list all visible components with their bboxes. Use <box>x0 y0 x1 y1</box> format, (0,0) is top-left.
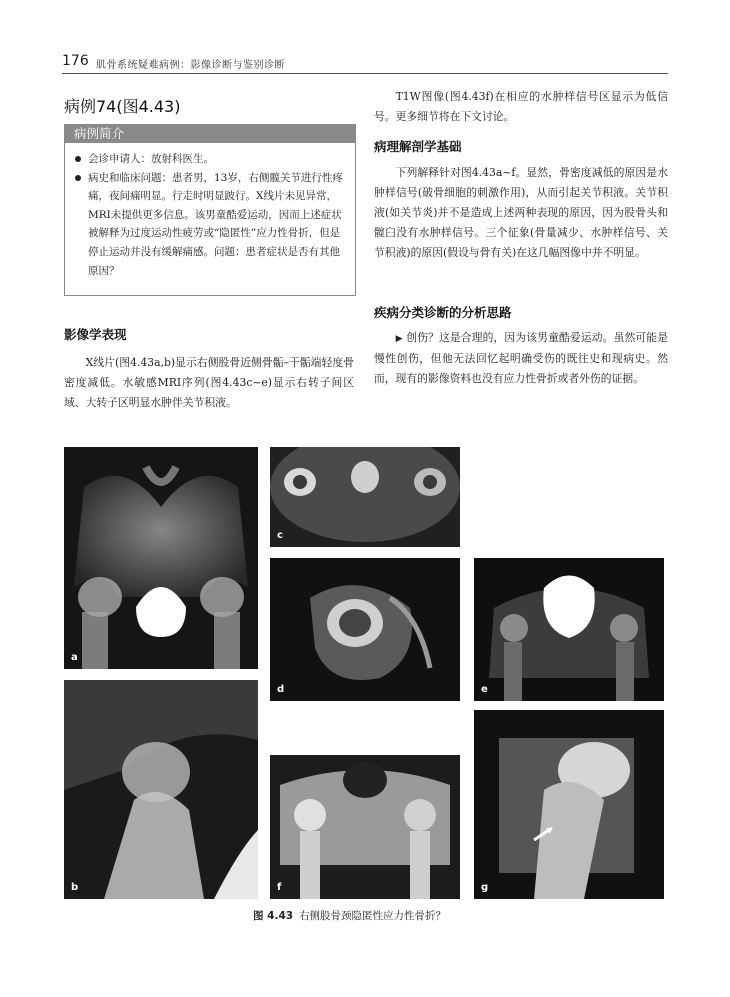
figure-panel-e <box>474 558 664 701</box>
header-rule <box>62 73 668 74</box>
axial-mri-image <box>270 447 460 547</box>
coronal-pelvis-mri-image <box>474 558 664 701</box>
caption-text: 右侧股骨颈隐匿性应力性骨折？ <box>299 910 447 922</box>
triangle-marker-icon: ▶ <box>395 334 403 344</box>
figure-caption <box>253 908 446 923</box>
running-title: 肌骨系统疑难病例：影像诊断与鉴别诊断 <box>96 60 285 71</box>
caption-number: 图 4.43 <box>253 910 294 922</box>
figure-panel-a <box>64 447 258 669</box>
panel-label-b: b <box>71 882 79 893</box>
figure-panel-f <box>270 755 460 899</box>
t1w-paragraph: T1W图像(图4.43f)在相应的水肿样信号区显示为低信号。更多细节将在下文讨论。 <box>374 90 668 123</box>
pathology-heading: 病理解剖学基础 <box>374 139 462 154</box>
pathology-paragraph: 下列解释针对图4.43a~f。显然，骨密度减低的原因是水肿样信号(破骨细胞的刺激作用)，从而引起关节积液。关节积液(如关节炎)并不是造成上述两种表现的原因，因为股骨头和髋臼没有水肿样信号。三个征象(骨量减少、水肿样信号、关节积液)的原因(假设与骨有关)在这几幅图像中并不明显。 <box>374 166 668 259</box>
hip-radiograph-image <box>64 680 258 899</box>
figure-panel-c <box>270 447 460 547</box>
panel-label-a: a <box>71 652 78 663</box>
panel-label-c: c <box>277 530 283 541</box>
summary-item-history: 病史和临床问题：患者男，13岁，右侧髋关节进行性疼痛，夜间痛明显。行走时明显跛行。X线片未见异常，MRI未提供更多信息。该男童酷爱运动，因而上述症状被解释为过度运动性疲劳或“隐匿性”应力性骨折，但是停止运动并没有缓解痛感。问题：患者症状是否有其他原因？ <box>74 169 350 281</box>
summary-item-requester: 会诊申请人：放射科医生。 <box>74 150 350 169</box>
page-number: 176 <box>62 53 89 69</box>
panel-label-f: f <box>277 882 282 893</box>
coronal-t1w-mri-image <box>270 755 460 899</box>
imaging-heading: 影像学表现 <box>64 327 127 342</box>
case-title: 病例74(图4.43) <box>64 97 181 116</box>
diagnosis-lead: 创伤？ <box>406 331 439 344</box>
case-summary-heading: 病例简介 <box>64 124 356 143</box>
diagnosis-text: 这是合理的，因为该男童酷爱运动。虽然可能是慢性创伤，但他无法回忆起明确受伤的既往史和现病史。然而，现有的影像资料也没有应力性骨折或者外伤的证据。 <box>374 331 669 385</box>
pelvis-radiograph-image <box>64 447 258 669</box>
figure-panel-b <box>64 680 258 899</box>
case-summary-list <box>74 150 350 280</box>
panel-label-d: d <box>277 684 285 695</box>
imaging-paragraph: X线片(图4.43a,b)显示右侧股骨近侧骨骺–干骺端轻度骨密度减低。水敏感MRI序列(图4.43c~e)显示右转子间区域、大转子区明显水肿伴关节积液。 <box>64 356 354 409</box>
figure-panel-d <box>270 558 460 701</box>
figure-panel-g <box>474 710 664 899</box>
panel-label-g: g <box>481 882 489 893</box>
coronal-hip-mri-image <box>270 558 460 701</box>
femur-ct-image <box>474 710 664 899</box>
panel-label-e: e <box>481 684 488 695</box>
diagnosis-paragraph <box>374 328 668 389</box>
diagnosis-heading: 疾病分类诊断的分析思路 <box>374 305 512 320</box>
